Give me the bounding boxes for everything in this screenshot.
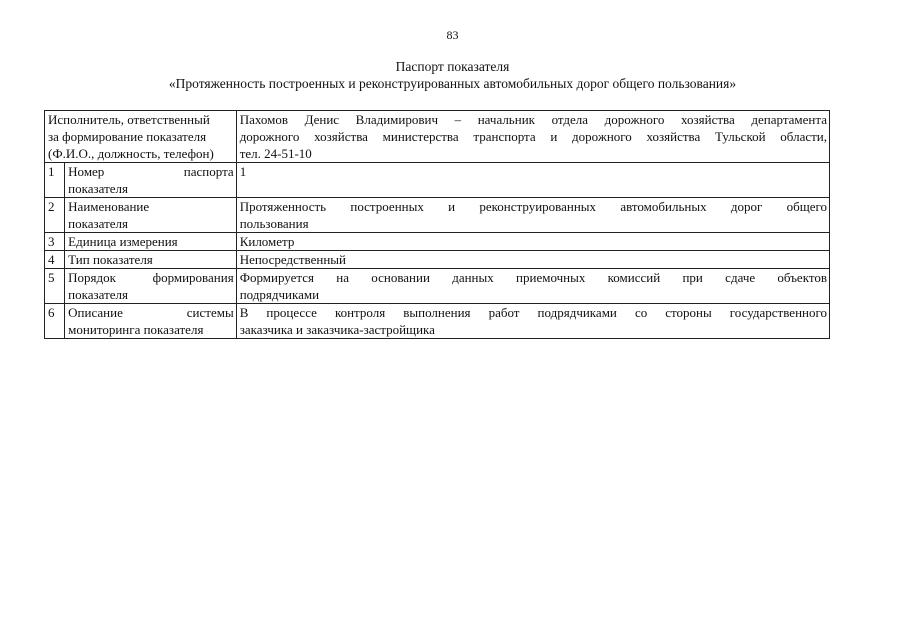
- responsible-label-line: за формирование показателя: [48, 129, 207, 144]
- row-value-line: 1: [239, 164, 247, 179]
- row-label-line: показателя: [68, 216, 129, 231]
- responsible-value-line: тел. 24-51-10: [239, 146, 312, 161]
- responsible-value-cell: [236, 111, 829, 163]
- row-number: 3: [45, 233, 65, 251]
- row-value: [236, 198, 829, 233]
- row-label-line: Номер паспорта: [68, 164, 234, 179]
- row-label-line: Тип показателя: [68, 252, 153, 267]
- table-row: [45, 269, 830, 304]
- row-value-line: В процессе контроля выполнения работ подрядчиками со стороны государственного: [239, 305, 827, 320]
- table-row: [45, 163, 830, 198]
- row-value-line: Непосредственный: [239, 252, 346, 267]
- row-label-line: показателя: [68, 181, 129, 196]
- row-number: 2: [45, 198, 65, 233]
- row-value: [236, 251, 829, 269]
- row-number: 5: [45, 269, 65, 304]
- table-row-responsible: [45, 111, 830, 163]
- row-label-line: Описание системы: [68, 305, 234, 320]
- responsible-value-line: дорожного хозяйства министерства транспорта и дорожного хозяйства Тульской области,: [239, 129, 827, 144]
- row-label-line: мониторинга показателя: [68, 322, 204, 337]
- row-value-line: Протяженность построенных и реконструированных автомобильных дорог общего: [239, 199, 827, 214]
- row-value-line: Формируется на основании данных приемочных комиссий при сдаче объектов: [239, 270, 827, 285]
- responsible-label-line: Исполнитель, ответственный: [48, 112, 210, 127]
- table-row: [45, 198, 830, 233]
- row-label: [65, 233, 237, 251]
- row-value-line: Километр: [239, 234, 295, 249]
- responsible-label-cell: [45, 111, 237, 163]
- table-row: [45, 304, 830, 339]
- row-label: [65, 304, 237, 339]
- title-line-1: Паспорт показателя: [395, 59, 510, 74]
- row-label-line: показателя: [68, 287, 129, 302]
- table-row: [45, 233, 830, 251]
- row-number: 1: [45, 163, 65, 198]
- title-line-2: «Протяженность построенных и реконструированных автомобильных дорог общего пользования»: [168, 76, 737, 91]
- row-value: [236, 304, 829, 339]
- row-label: [65, 251, 237, 269]
- row-label-line: Порядок формирования: [68, 270, 234, 285]
- row-value-line: заказчика и заказчика-застройщика: [239, 322, 435, 337]
- responsible-value-line: Пахомов Денис Владимирович – начальник отдела дорожного хозяйства департамента: [239, 112, 827, 127]
- row-value-line: подрядчиками: [239, 287, 320, 302]
- row-label-line: Единица измерения: [68, 234, 178, 249]
- row-number: 4: [45, 251, 65, 269]
- table-row: [45, 251, 830, 269]
- row-value-line: пользования: [239, 216, 309, 231]
- row-label-line: Наименование: [68, 199, 150, 214]
- row-label: [65, 163, 237, 198]
- responsible-label-line: (Ф.И.О., должность, телефон): [48, 146, 214, 161]
- row-value: [236, 163, 829, 198]
- document-title: [0, 58, 905, 92]
- page-number: 83: [446, 28, 459, 42]
- row-value: [236, 233, 829, 251]
- row-number: 6: [45, 304, 65, 339]
- row-value: [236, 269, 829, 304]
- indicator-passport-table: [44, 110, 830, 339]
- row-label: [65, 269, 237, 304]
- row-label: [65, 198, 237, 233]
